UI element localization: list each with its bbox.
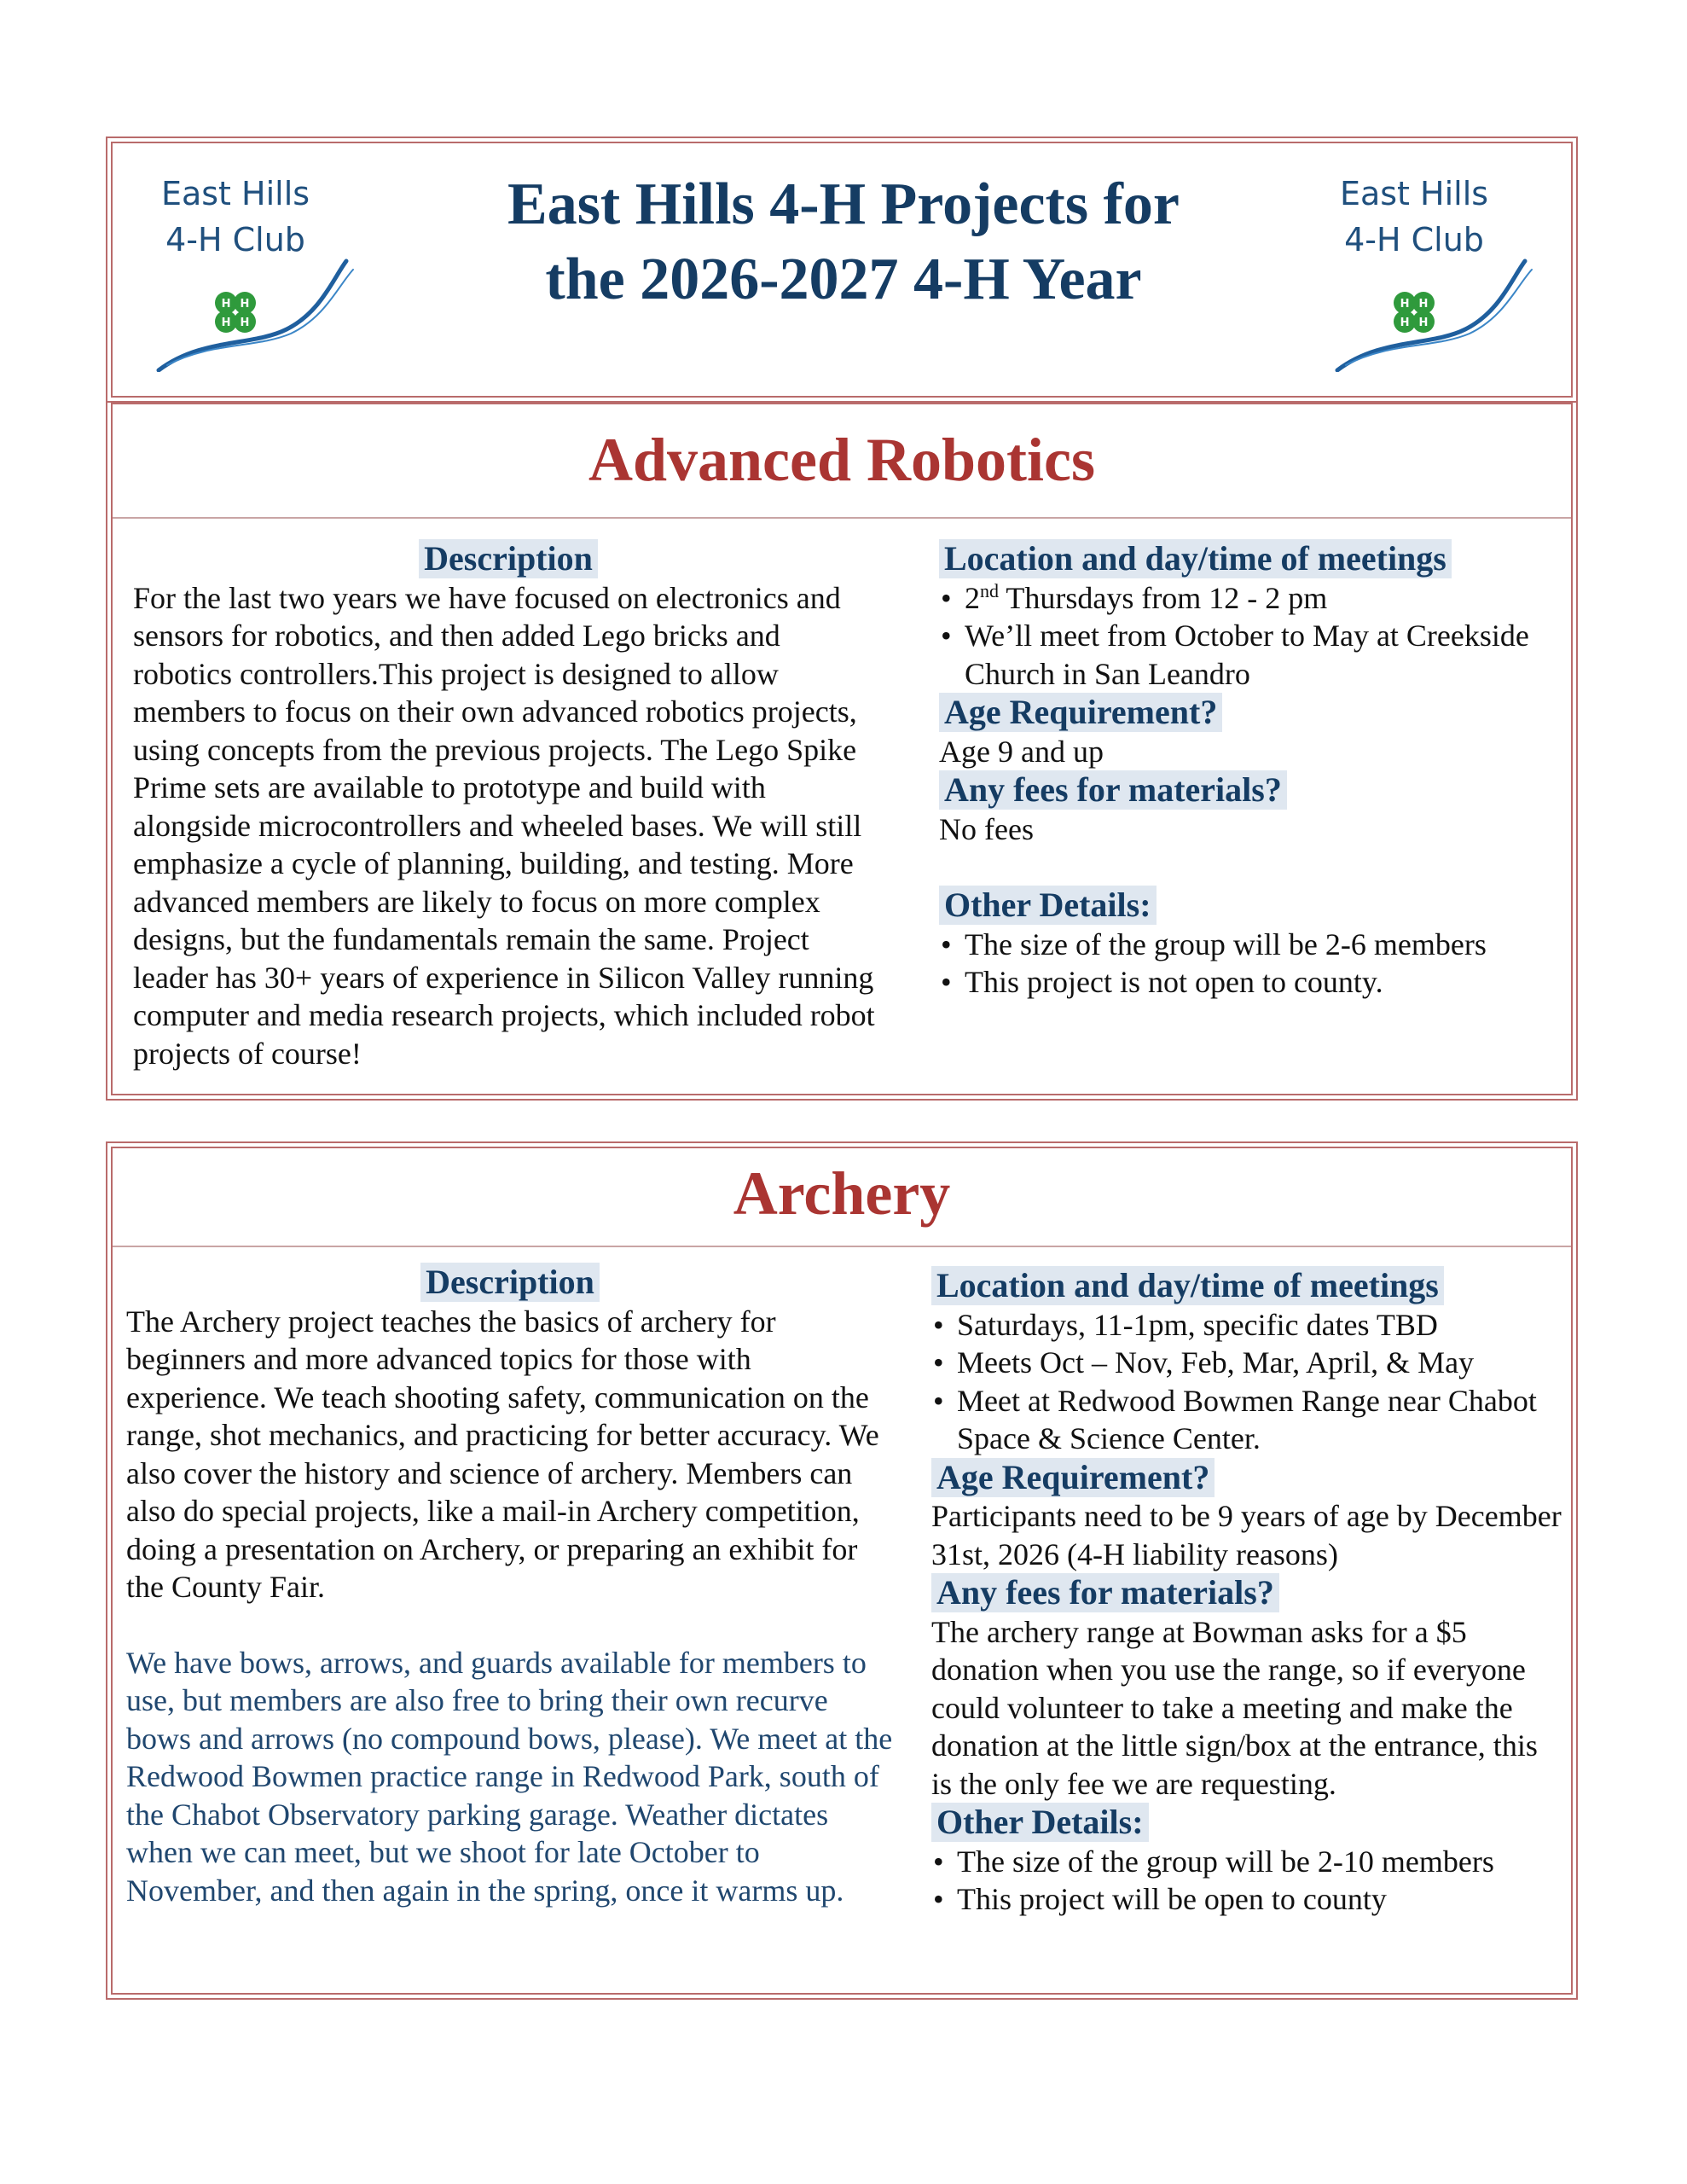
description-text: The Archery project teaches the basics of archery for beginners and more advanced topics for those with experience. We teach shooting safety, communication on the range, shot mechanics, and practicing for better accuracy. We also cover the history and science of archery. Members can also do special projects, like a mail-in Archery competition, doing a presentation on Archery, or preparing an exhibit for the County Fair. (126, 1304, 879, 1604)
svg-text:H: H (1418, 298, 1429, 311)
svg-text:H: H (221, 317, 231, 329)
header-box (106, 136, 1578, 403)
robotics-description-column (133, 539, 884, 1072)
logo-text-line2: 4-H Club (1344, 221, 1484, 258)
club-logo-left (150, 167, 372, 372)
description-text-equipment: We have bows, arrows, and guards available for members to use, but members are also free to bring their own recurve bows and arrows (no compound bows, please). We meet at the Redwood Bowmen practice range in Redwood Park, south of the Chabot Observatory parking garage. Weather dictates when we can meet, but we shoot for late October to November, and then again in the spring, once it warms up. (126, 1645, 893, 1908)
title-line1: East Hills 4-H Projects for (507, 171, 1180, 237)
svg-text:H: H (1400, 317, 1410, 329)
archery-description-column (126, 1263, 894, 1909)
location-list (931, 1306, 1562, 1458)
other-list (931, 1843, 1562, 1919)
list-item: • Saturdays, 11-1pm, specific dates TBD (931, 1306, 1562, 1345)
fees-text: No fees (939, 811, 1034, 846)
svg-text:H: H (240, 298, 250, 311)
age-heading: Age Requirement? (931, 1458, 1215, 1497)
fees-heading: Any fees for materials? (939, 770, 1287, 810)
list-item: • This project will be open to county (931, 1880, 1562, 1919)
description-text: For the last two years we have focused on electronics and sensors for robotics, and then added Lego bricks and robotics controllers.This project is designed to allow members to focus on their own advanced robotics projects, using concepts from the previous projects. The Lego Spike Prime sets are available to prototype and build with alongside microcontrollers and wheeled bases. We will still emphasize a cycle of planning, building, and testing. More advanced members are likely to focus on more complex designs, but the fundamentals remain the same. Project leader has 30+ years of experience in Silicon Valley running computer and media research projects, which included robot projects of course! (133, 580, 875, 1071)
archery-section (106, 1141, 1578, 2000)
list-item: • Meets Oct – Nov, Feb, Mar, April, & May (931, 1344, 1562, 1382)
age-heading: Age Requirement? (939, 693, 1222, 732)
list-item: • 2nd Thursdays from 12 - 2 pm (939, 579, 1553, 618)
description-heading: Description (420, 1263, 600, 1302)
title-line2: the 2026-2027 4-H Year (545, 247, 1142, 312)
robotics-section (106, 403, 1578, 1101)
svg-text:H: H (221, 298, 231, 311)
age-text: Age 9 and up (939, 734, 1104, 769)
location-heading: Location and day/time of meetings (931, 1266, 1444, 1305)
list-item: • This project is not open to county. (939, 963, 1553, 1002)
other-heading: Other Details: (939, 886, 1157, 925)
fees-text: The archery range at Bowman asks for a $5 donation when you use the range, so if everyone could volunteer to take a meeting and make the donation at the little sign/box at the entrance, this is the only fee we are requesting. (931, 1614, 1538, 1801)
svg-text:H: H (1400, 298, 1410, 311)
club-logo-right (1329, 167, 1551, 372)
clover-swoosh-icon (1329, 167, 1551, 372)
divider (113, 1246, 1571, 1247)
location-heading: Location and day/time of meetings (939, 539, 1452, 578)
section-title: Archery (733, 1159, 951, 1228)
page-title (363, 167, 1324, 317)
other-heading: Other Details: (931, 1803, 1149, 1842)
list-item: • The size of the group will be 2-10 members (931, 1843, 1562, 1881)
list-item: • We’ll meet from October to May at Creekside Church in San Leandro (939, 617, 1553, 693)
description-heading: Description (419, 539, 598, 578)
divider (113, 517, 1571, 519)
other-list (939, 926, 1553, 1002)
fees-heading: Any fees for materials? (931, 1573, 1279, 1612)
list-item: • The size of the group will be 2-6 members (939, 926, 1553, 964)
age-text: Participants need to be 9 years of age by December 31st, 2026 (4-H liability reasons) (931, 1499, 1562, 1571)
archery-details-column (931, 1266, 1562, 1919)
section-title: Advanced Robotics (588, 426, 1096, 494)
logo-text-line1: East Hills (160, 175, 310, 212)
logo-text-line1: East Hills (1339, 175, 1489, 212)
robotics-details-column (939, 539, 1553, 1002)
logo-text-line2: 4-H Club (165, 221, 305, 258)
location-list (939, 579, 1553, 694)
clover-swoosh-icon (150, 167, 372, 372)
list-item: • Meet at Redwood Bowmen Range near Chabot Space & Science Center. (931, 1382, 1562, 1458)
svg-text:H: H (1418, 317, 1429, 329)
svg-text:H: H (240, 317, 250, 329)
